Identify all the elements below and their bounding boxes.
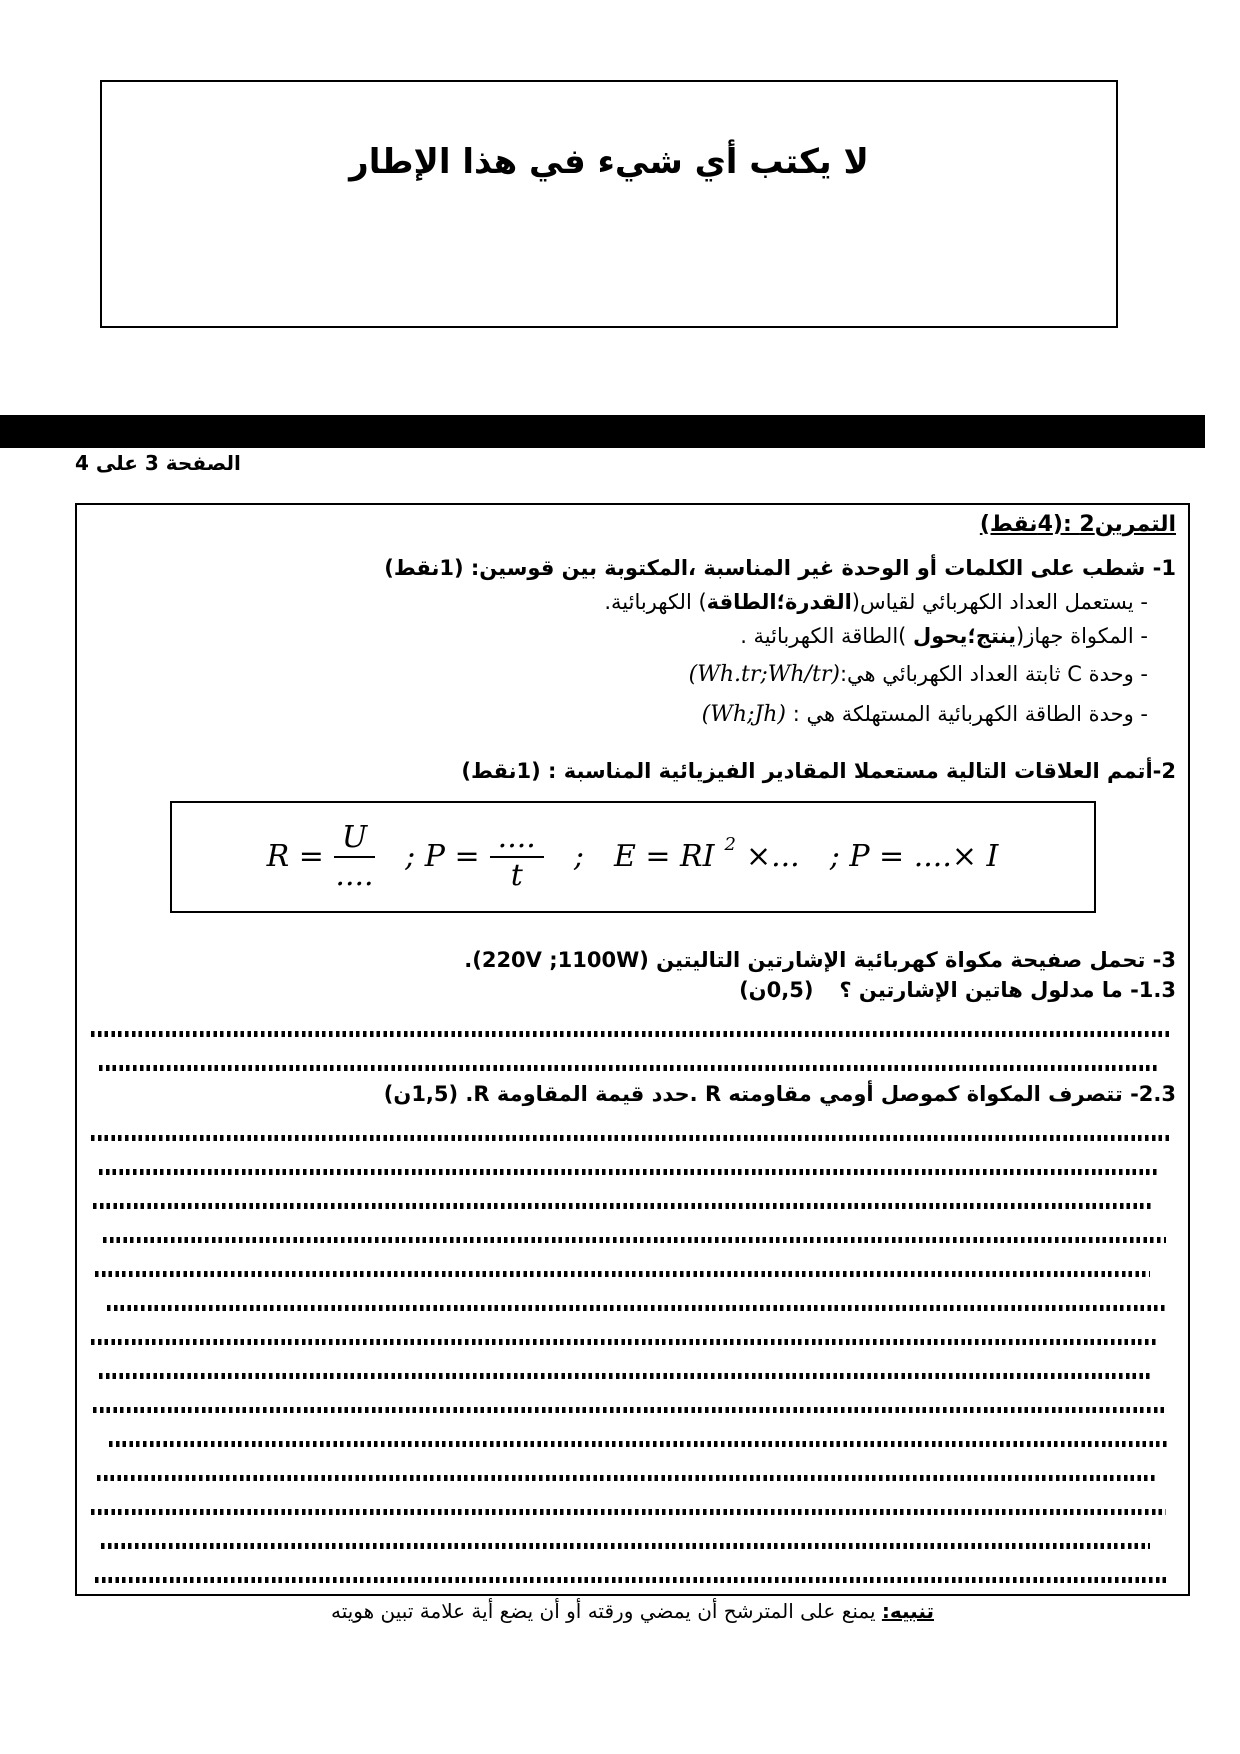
- answer-line: [97, 1475, 1158, 1481]
- exercise-title: التمرين2 :(4نقط): [979, 512, 1176, 537]
- question-3-1-points: (0,5ن): [739, 977, 814, 1002]
- no-write-frame: [100, 80, 1118, 328]
- fraction-denominator: ....: [335, 857, 374, 893]
- footer-warning-text: يمنع على المترشح أن يمضي ورقته أو أن يضع أية علامة تبين هويته: [330, 1599, 882, 1623]
- answer-line: [95, 1271, 1150, 1277]
- formula-energy-tail: ×...: [745, 838, 800, 874]
- q1-item-4-pre: - وحدة الطاقة الكهربائية المستهلكة هي :: [786, 701, 1148, 726]
- answer-area-3-2: [89, 1135, 1176, 1583]
- q1-item-4-units: (Wh;Jh): [701, 701, 787, 727]
- q1-item-2-post: )الطاقة الكهربائية .: [740, 624, 914, 648]
- q1-item-1-choices: القدرة؛الطاقة: [706, 589, 852, 614]
- footer-warning-label: تنبيه:: [881, 1599, 935, 1623]
- answer-line: [101, 1543, 1150, 1549]
- formula-resistance: [267, 822, 376, 891]
- formula-resistance-fraction: [334, 822, 375, 891]
- formula-resistance-lhs: R =: [266, 838, 324, 874]
- question-2: 2-أتمم العلاقات التالية مستعملا المقادير الفيزيائية المناسبة : (1نقط): [461, 759, 1176, 784]
- formula-power-2: ; P = ....× I: [829, 838, 999, 874]
- formula-box: [170, 801, 1096, 913]
- no-write-note: لا يكتب أي شيء في هذا الإطار: [349, 142, 869, 182]
- fraction-numerator: ....: [490, 822, 544, 858]
- question-3: 3- تحمل صفيحة مكواة كهربائية الإشارتين التاليتين (220V ;1100W).: [464, 947, 1176, 972]
- question-1: 1- شطب على الكلمات أو الوحدة غير المناسبة ،المكتوبة بين قوسين: (1نقط): [384, 555, 1176, 580]
- formula-power-fraction: [490, 822, 544, 891]
- answer-line: [103, 1237, 1166, 1243]
- question-3-1-text: 1.3- ما مدلول هاتين الإشارتين ؟: [839, 977, 1176, 1002]
- exercise-box: [75, 503, 1190, 1596]
- formula-separator: ;: [573, 838, 584, 874]
- answer-line: [99, 1373, 1152, 1379]
- q1-item-2-pre: - المكواة جهاز(: [1016, 624, 1148, 648]
- answer-line: [99, 1065, 1160, 1071]
- q1-item-3-units: (Wh.tr;Wh/tr): [688, 662, 840, 688]
- answer-line: [93, 1407, 1164, 1413]
- page-number-label: الصفحة 3 على 4: [75, 451, 241, 475]
- formula-power-lhs: ; P =: [405, 838, 480, 874]
- fraction-numerator: U: [334, 822, 375, 858]
- formula-power: [405, 822, 544, 891]
- q1-item-2-choices: ينتج؛يحول: [913, 624, 1017, 648]
- answer-line: [91, 1509, 1166, 1515]
- q1-item-1-pre: - يستعمل العداد الكهربائي لقياس(: [851, 589, 1148, 614]
- footer-warning: [75, 1599, 1190, 1623]
- answer-line: [109, 1441, 1170, 1447]
- answer-line: [95, 1577, 1168, 1583]
- q1-item-1: [89, 589, 1176, 615]
- formula-energy: [613, 833, 800, 876]
- answer-area-3-1: [89, 1031, 1176, 1071]
- q1-item-2: [89, 623, 1176, 649]
- q1-item-3: [89, 661, 1176, 689]
- formula-energy-exponent: 2: [724, 833, 736, 855]
- q1-item-1-post: ) الكهربائية.: [604, 589, 707, 614]
- formula-energy-base: E = RI: [613, 838, 715, 874]
- section-separator-bar: [0, 415, 1205, 448]
- answer-line: [91, 1031, 1170, 1037]
- q1-item-3-pre: - وحدة C ثابتة العداد الكهربائي هي:: [839, 662, 1148, 687]
- answer-line: [107, 1305, 1168, 1311]
- fraction-denominator: t: [510, 857, 523, 893]
- answer-line: [91, 1339, 1158, 1345]
- question-3-1: [89, 977, 1176, 1003]
- question-3-2: 2.3- تتصرف المكواة كموصل أومي مقاومته R .حدد قيمة المقاومة R. (1,5ن): [383, 1082, 1176, 1106]
- answer-line: [99, 1169, 1160, 1175]
- answer-line: [93, 1203, 1154, 1209]
- q1-item-4: [89, 701, 1176, 729]
- answer-line: [91, 1135, 1170, 1141]
